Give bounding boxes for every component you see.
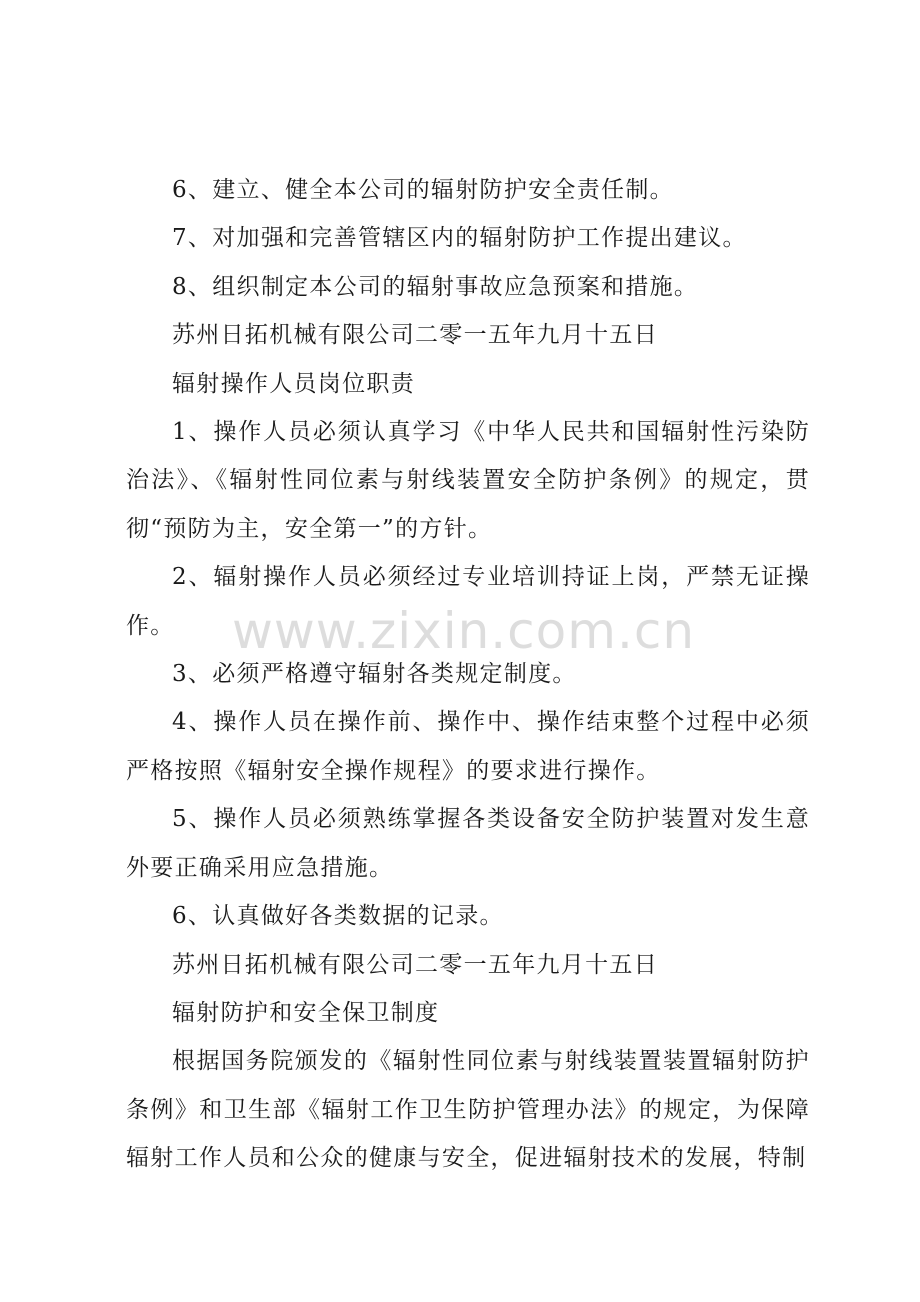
company-date-signature: 苏州日拓机械有限公司二零一五年九月十五日 — [172, 322, 658, 349]
paragraph-duty-6: 6、认真做好各类数据的记录。 — [172, 903, 504, 930]
paragraph-duty-4: 4、操作人员在操作前、操作中、操作结束整个过程中必须严格按照《辐射安全操作规程》的要求进行操作。 — [126, 709, 810, 784]
company-date-signature-2: 苏州日拓机械有限公司二零一五年九月十五日 — [172, 951, 658, 978]
document-body — [126, 166, 810, 1183]
paragraph-duty-5: 5、操作人员必须熟练掌握各类设备安全防护装置对发生意外要正确采用应急措施。 — [126, 806, 810, 881]
paragraph-item-7-suggestions: 7、对加强和完善管辖区内的辐射防护工作提出建议。 — [172, 225, 747, 252]
watermark-text: www.zixin.com.cn — [232, 602, 696, 660]
section-heading-protection-security: 辐射防护和安全保卫制度 — [172, 999, 440, 1026]
section-heading-operator-duties: 辐射操作人员岗位职责 — [172, 370, 415, 397]
paragraph-item-8-emergency-plan: 8、组织制定本公司的辐射事故应急预案和措施。 — [172, 273, 699, 300]
paragraph-duty-3: 3、必须严格遵守辐射各类规定制度。 — [172, 661, 577, 688]
paragraph-item-6-responsibility: 6、建立、健全本公司的辐射防护安全责任制。 — [172, 177, 674, 203]
paragraph-duty-2: 2、辐射操作人员必须经过专业培训持证上岗，严禁无证操作。 — [126, 564, 810, 639]
paragraph-intro-regulation: 根据国务院颁发的《辐射性同位素与射线装置装置辐射防护条例》和卫生部《辐射工作卫生防护管理办法》的规定，为保障辐射工作人员和公众的健康与安全，促进辐射技术的发展，特制 — [126, 1048, 810, 1172]
paragraph-duty-1: 1、操作人员必须认真学习《中华人民共和国辐射性污染防治法》、《辐射性同位素与射线装置安全防护条例》的规定，贯彻“预防为主，安全第一”的方针。 — [126, 419, 810, 542]
